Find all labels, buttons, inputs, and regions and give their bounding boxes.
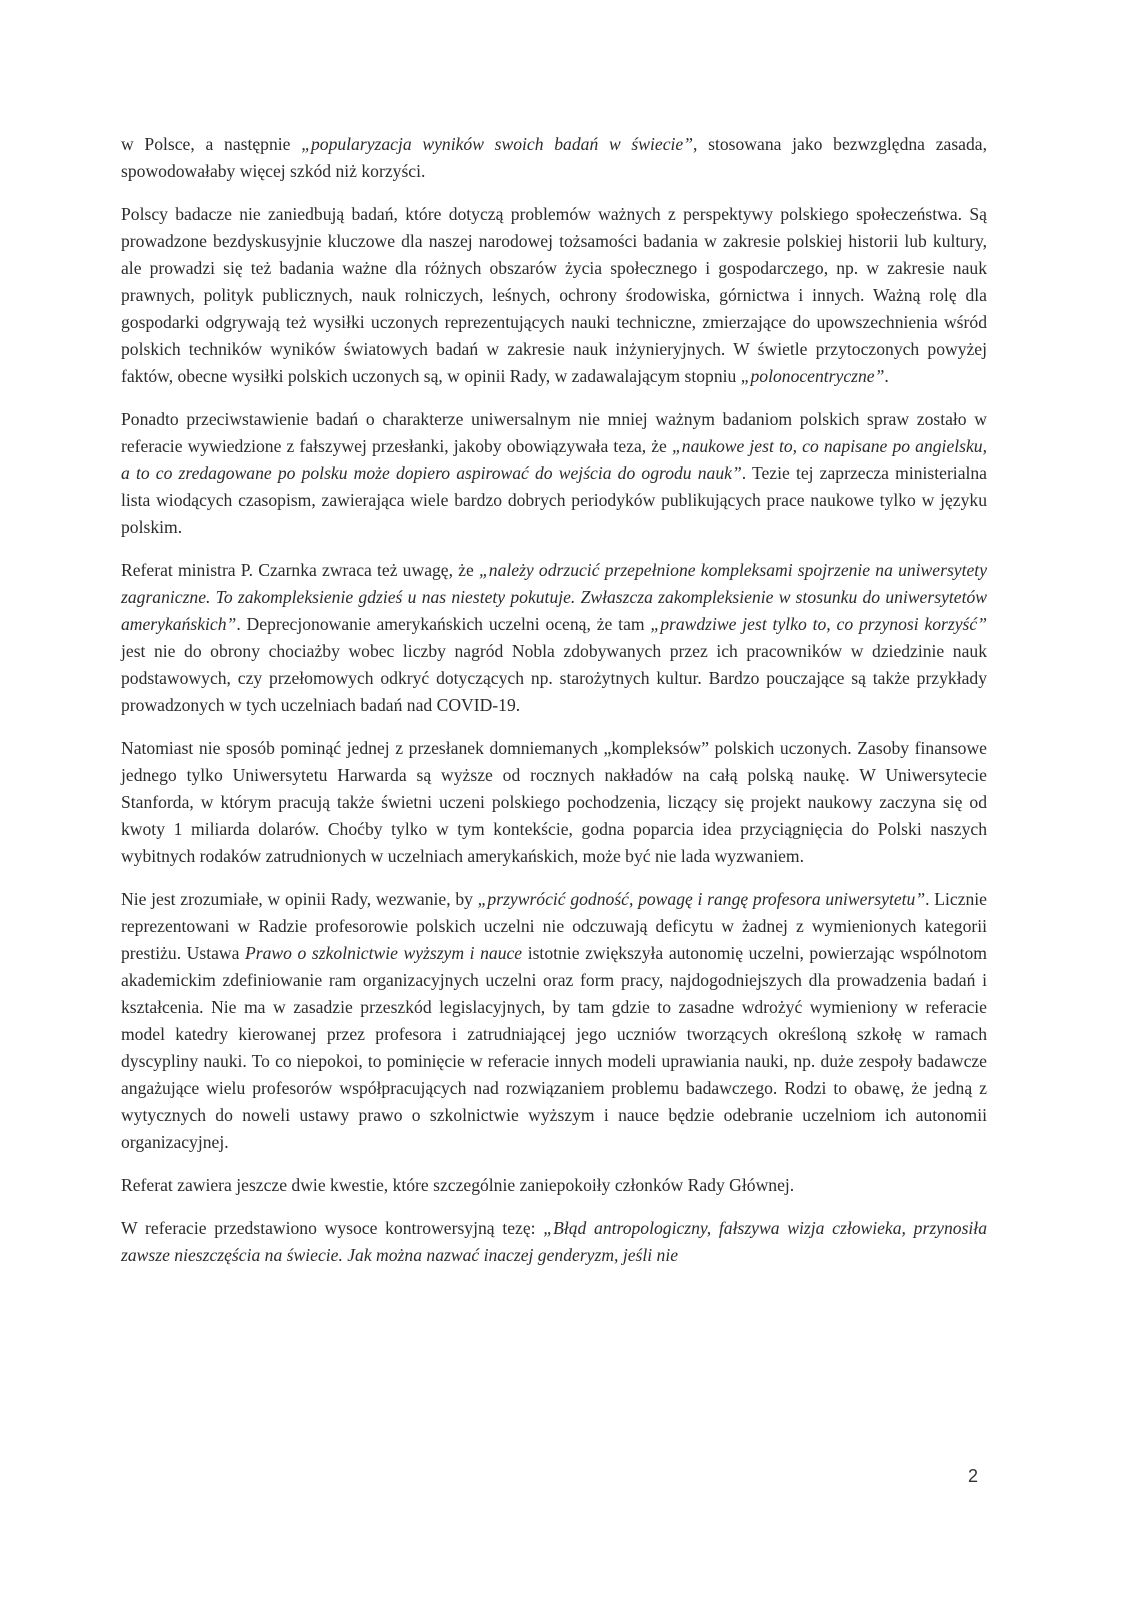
italic-quote: „należy odrzucić przepełnione kompleksami spojrzenie na uniwersytety zagraniczne. To zakompleksienie gdzieś u nas niestety pokutuje. Zwłaszcza zakompleksienie w stosunku do uniwersytetów amerykańskich”	[121, 560, 988, 634]
paragraph	[121, 201, 987, 390]
paragraph	[121, 557, 987, 719]
italic-quote: „naukowe jest to, co napisane po angielsku, a to co zredagowane po polsku może dopiero aspirować do wejścia do ogrodu nauk”	[121, 436, 987, 483]
paragraph	[121, 735, 987, 870]
text-run: istotnie zwiększyła autonomię uczelni, powierzając wspólnotom akademickim zdefiniowanie ram organizacyjnych uczelni oraz form pracy, najdogodniejszych dla prowadzenia badań i kształcenia. Nie ma w zasadzie przeszkód legislacyjnych, by tam gdzie to zasadne wdrożyć wymieniony w referacie model katedry kierowanej przez profesora i zatrudniającej jego uczniów tworzących określoną szkołę w ramach dyscypliny nauki. To co niepokoi, to pominięcie w referacie innych modeli uprawiania nauki, np. duże zespoły badawcze angażujące wielu profesorów współpracujących nad rozwiązaniem problemu badawczego. Rodzi to obawę, że jedną z wytycznych do noweli ustawy prawo o szkolnictwie wyższym i nauce będzie odebranie uczelniom ich autonomii organizacyjnej.	[121, 943, 987, 1152]
italic-quote: „polonocentryczne”	[740, 366, 885, 386]
text-run: W referacie przedstawiono wysoce kontrowersyjną tezę:	[121, 1218, 544, 1238]
text-run: , stosowana jako bezwzględna zasada, spowodowałaby więcej szkód niż korzyści.	[121, 134, 987, 181]
text-run: Nie jest zrozumiałe, w opinii Rady, wezwanie, by	[121, 889, 478, 909]
paragraph	[121, 886, 987, 1156]
text-run: . Deprecjonowanie amerykańskich uczelni oceną, że tam	[236, 614, 651, 634]
italic-quote: „przywrócić godność, powagę i rangę profesora uniwersytetu”	[477, 889, 926, 909]
text-run: Natomiast nie sposób pominąć jednej z przesłanek domniemanych „kompleksów” polskich uczonych. Zasoby finansowe jednego tylko Uniwersytetu Harwarda są wyższe od rocznych nakładów na całą polską naukę. W Uniwersytecie Stanforda, w którym pracują także świetni uczeni polskiego pochodzenia, liczący się projekt naukowy zaczyna się od kwoty 1 miliarda dolarów. Choćby tylko w tym kontekście, godna poparcia idea przyciągnięcia do Polski naszych wybitnych rodaków zatrudnionych w uczelniach amerykańskich, może być nie lada wyzwaniem.	[121, 738, 987, 866]
text-run: Referat ministra P. Czarnka zwraca też uwagę, że	[121, 560, 479, 580]
page-number: 2	[968, 1466, 979, 1486]
paragraph	[121, 406, 987, 541]
italic-quote: „popularyzacja wyników swoich badań w świecie”	[301, 134, 693, 154]
italic-quote: „prawdziwe jest tylko to, co przynosi korzyść”	[650, 614, 987, 634]
italic-quote: Prawo o szkolnictwie wyższym i nauce	[245, 943, 523, 963]
text-run: . Licznie reprezentowani w Radzie profesorowie polskich uczelni nie odczuwają deficytu w żadnej z wymienionych kategorii prestiżu. Ustawa	[121, 889, 987, 963]
text-run: Referat zawiera jeszcze dwie kwestie, które szczególnie zaniepokoiły członków Rady Głównej.	[121, 1175, 795, 1195]
text-run: jest nie do obrony chociażby wobec liczby nagród Nobla zdobywanych przez ich pracowników w dziedzinie nauk podstawowych, czy przełomowych odkryć dotyczących np. starożytnych kultur. Bardzo pouczające są także przykłady prowadzonych w tych uczelniach badań nad COVID-19.	[121, 641, 987, 715]
document-body	[121, 131, 987, 1285]
text-run: Polscy badacze nie zaniedbują badań, które dotyczą problemów ważnych z perspektywy polskiego społeczeństwa. Są prowadzone bezdyskusyjnie kluczowe dla naszej narodowej tożsamości badania w zakresie polskiej historii lub kultury, ale prowadzi się też badania ważne dla różnych obszarów życia społecznego i gospodarczego, np. w zakresie nauk prawnych, polityk publicznych, nauk rolniczych, leśnych, ochrony środowiska, górnictwa i innych. Ważną rolę dla gospodarki odgrywają też wysiłki uczonych reprezentujących nauki techniczne, zmierzające do upowszechnienia wśród polskich techników wyników światowych badań w zakresie nauk inżynieryjnych. W świetle przytoczonych powyżej faktów, obecne wysiłki polskich uczonych są, w opinii Rady, w zadawalającym stopniu	[121, 204, 987, 386]
paragraph	[121, 1215, 987, 1269]
text-run: . Tezie tej zaprzecza ministerialna lista wiodących czasopism, zawierająca wiele bardzo dobrych periodyków publikujących prace naukowe tylko w języku polskim.	[121, 463, 987, 537]
italic-quote: „Błąd antropologiczny, fałszywa wizja człowieka, przynosiła zawsze nieszczęścia na świecie. Jak można nazwać inaczej genderyzm, jeśli nie	[121, 1218, 987, 1265]
paragraph	[121, 131, 987, 185]
text-run: w Polsce, a następnie	[121, 134, 302, 154]
text-run: Ponadto przeciwstawienie badań o charakterze uniwersalnym nie mniej ważnym badaniom polskich spraw zostało w referacie wywiedzione z fałszywej przesłanki, jakoby obowiązywała teza, że	[121, 409, 987, 456]
paragraph	[121, 1172, 987, 1199]
text-run: .	[884, 366, 889, 386]
